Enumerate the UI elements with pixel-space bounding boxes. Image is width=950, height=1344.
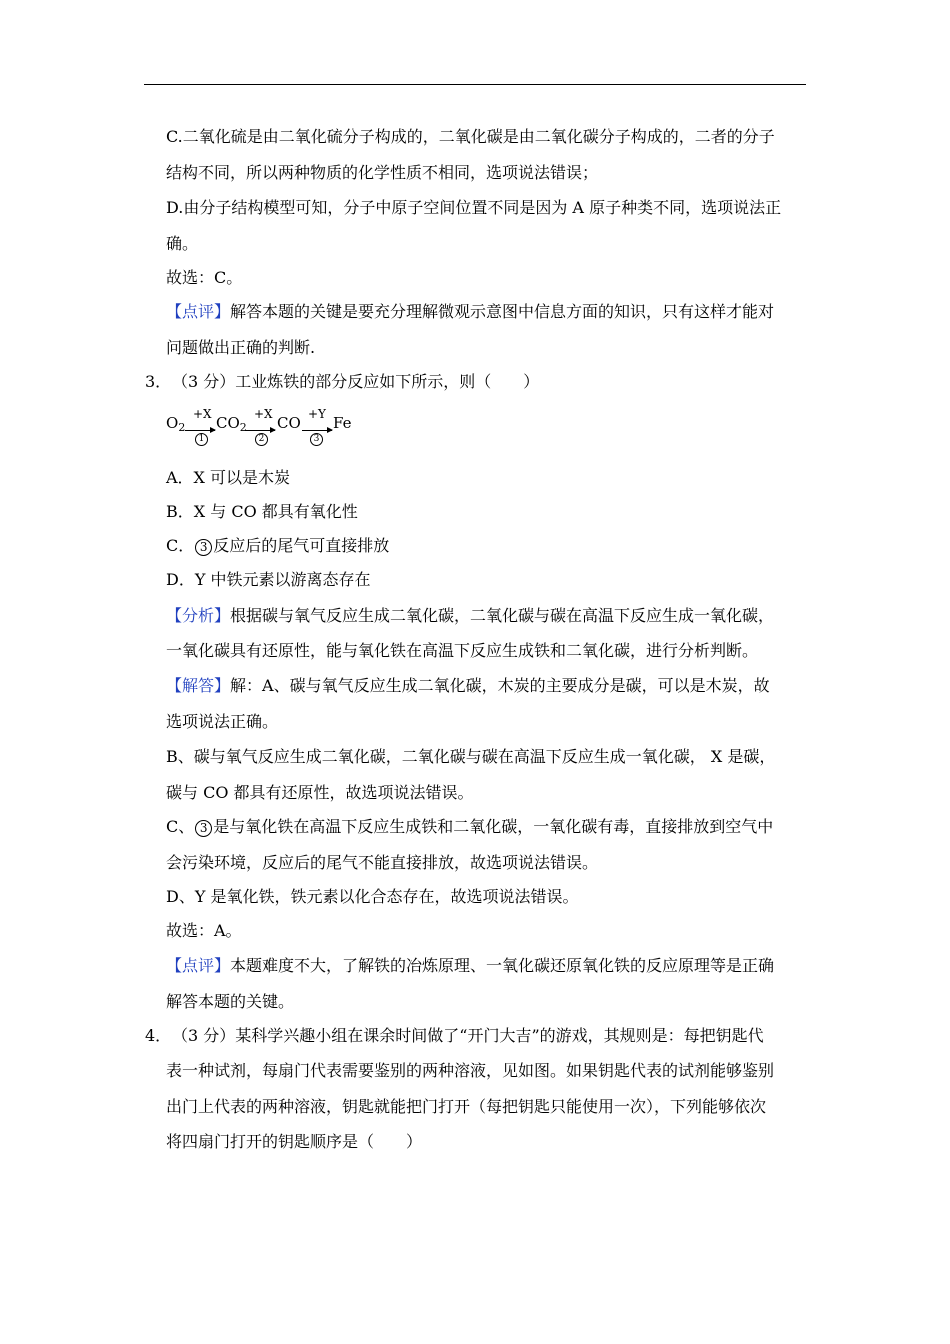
comment-text: 解答本题的关键是要充分理解微观示意图中信息方面的知识，只有这样才能对 <box>230 302 775 321</box>
solution-tag: 【解答】 <box>166 676 231 695</box>
eq-arrow-2 <box>245 430 275 431</box>
eq-arrow-1 <box>185 430 215 431</box>
analysis-tag: 【分析】 <box>166 606 231 625</box>
q2-option-c-line2: 结构不同，所以两种物质的化学性质不相同，选项说法错误； <box>166 163 599 182</box>
q2-option-d-line1: D.由分子结构模型可知，分子中原子空间位置不同是因为 A 原子种类不同，选项说法正 <box>166 198 782 217</box>
q3-solution-line1: 【解答】解：A、碳与氧气反应生成二氧化碳，木炭的主要成分是碳，可以是木炭，故 <box>166 676 770 695</box>
q3-reaction-equation <box>166 408 366 448</box>
eq-reagent-1: +X <box>193 407 212 421</box>
q3-stem: （3 分）工业炼铁的部分反应如下所示，则（ ） <box>172 372 540 391</box>
q2-option-d-line2: 确。 <box>166 234 199 253</box>
eq-species-co2: $CO_2$ <box>216 414 247 434</box>
q2-option-c-line1: C.二氧化硫是由二氧化硫分子构成的，二氧化碳是由二氧化碳分子构成的，二者的分子 <box>166 127 775 146</box>
eq-step-3: 3 <box>310 433 323 446</box>
q4-stem-line1: （3 分）某科学兴趣小组在课余时间做了“开门大吉”的游戏，其规则是：每把钥匙代 <box>172 1026 764 1045</box>
q3-solution-line3: B、碳与氧气反应生成二氧化碳，二氧化碳与碳在高温下反应生成一氧化碳， X 是碳， <box>166 747 776 766</box>
eq-arrow-3 <box>302 430 332 431</box>
q3-comment-line1: 【点评】本题难度不大，了解铁的冶炼原理、一氧化碳还原氧化铁的反应原理等是正确 <box>166 956 775 975</box>
q3-solution-line5: C、 3 是与氧化铁在高温下反应生成铁和二氧化碳，一氧化碳有毒，直接排放到空气中 <box>166 817 774 836</box>
q2-comment-line2: 问题做出正确的判断. <box>166 338 316 357</box>
q4-number: 4． <box>145 1026 172 1045</box>
eq-step-1: 1 <box>195 433 208 446</box>
header-rule <box>144 84 806 85</box>
q3-solution-line2: 选项说法正确。 <box>166 712 279 731</box>
q4-stem-line3: 出门上代表的两种溶液，钥匙就能把门打开（每把钥匙只能使用一次），下列能够依次 <box>166 1097 767 1116</box>
eq-species-co: CO <box>277 414 301 432</box>
q3-solution-line7: D、Y 是氧化铁，铁元素以化合态存在，故选项说法错误。 <box>166 887 579 906</box>
eq-reagent-3: +Y <box>308 407 326 421</box>
q3-option-d: D．Y 中铁元素以游离态存在 <box>166 570 371 589</box>
q3-number: 3． <box>145 372 172 391</box>
q3-option-b: B．X 与 CO 都具有氧化性 <box>166 502 358 521</box>
q3-comment-line2: 解答本题的关键。 <box>166 992 295 1011</box>
q3-answer: 故选：A。 <box>166 921 242 940</box>
q4-stem-line2: 表一种试剂，每扇门代表需要鉴别的两种溶液，见如图。如果钥匙代表的试剂能够鉴别 <box>166 1061 775 1080</box>
eq-species-o2: $O_2$ <box>166 414 186 434</box>
q3-option-a: A．X 可以是木炭 <box>166 468 291 487</box>
circled-number: 3 <box>195 820 212 837</box>
eq-species-fe: Fe <box>333 414 352 432</box>
q3-analysis-line1: 【分析】根据碳与氧气反应生成二氧化碳，二氧化碳与碳在高温下反应生成一氧化碳， <box>166 606 775 625</box>
q3-solution-line6: 会污染环境，反应后的尾气不能直接排放，故选项说法错误。 <box>166 853 599 872</box>
q2-answer: 故选：C。 <box>166 268 243 287</box>
comment-tag: 【点评】 <box>166 956 231 975</box>
circled-number: 3 <box>195 539 212 556</box>
eq-step-2: 2 <box>255 433 268 446</box>
comment-tag: 【点评】 <box>166 302 231 321</box>
q4-stem-line4: 将四扇门打开的钥匙顺序是（ ） <box>166 1132 423 1151</box>
q2-comment-line1 <box>166 302 774 322</box>
q3-solution-line4: 碳与 CO 都具有还原性，故选项说法错误。 <box>166 783 474 802</box>
q3-option-c: C． 3 反应后的尾气可直接排放 <box>166 536 390 555</box>
eq-reagent-2: +X <box>254 407 273 421</box>
q3-analysis-line2: 一氧化碳具有还原性，能与氧化铁在高温下反应生成铁和二氧化碳，进行分析判断。 <box>166 641 759 660</box>
